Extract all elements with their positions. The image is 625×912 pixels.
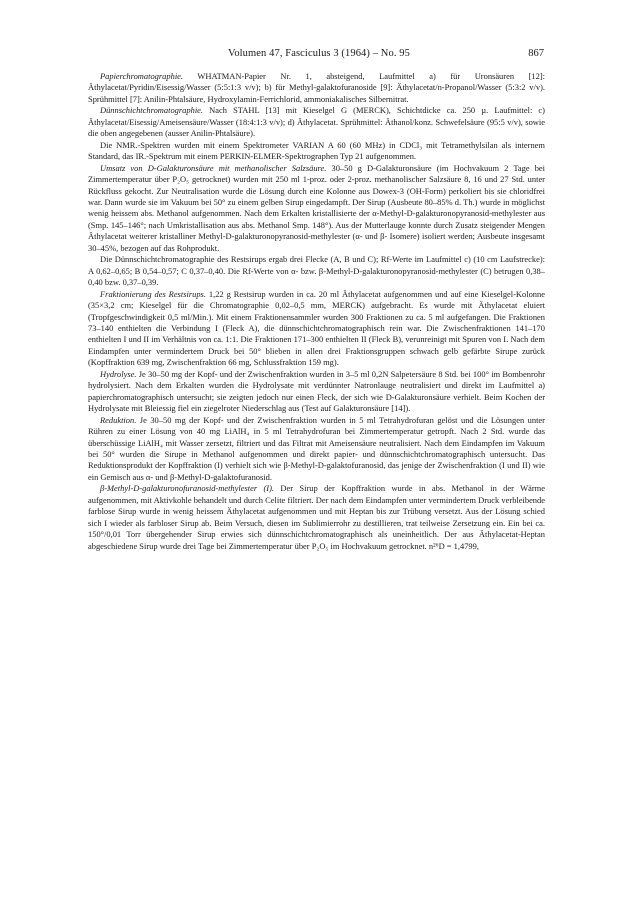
section-heading: Papierchromatographie. <box>100 71 184 81</box>
section-heading: Hydrolyse. <box>100 368 137 379</box>
article-body <box>88 71 545 552</box>
paragraph-text: Die Dünnschichtchromatographie des Restsirups ergab drei Flecke (A, B und C); Rf-Werte im Laufmittel c) (10 cm Laufstrecke): A 0,62–0,65; B 0,54–0,57; C 0,37–0,40. Die Rf-Werte von α- bzw. β-Methyl-D-galakturonopyranosid-methylester (C) betrugen 0,38–0,40 bzw. 0,37–0,39. <box>88 254 545 288</box>
paragraph-duennschicht <box>88 105 545 139</box>
paragraph-text: Je 30–50 mg der Kopf- und der Zwischenfraktion wurden in 5 ml Tetrahydrofuran gelöst und die Lösungen unter Rühren zu einer Lösung von 40 mg LiAlH₄ in 5 ml Tetrahydrofuran bei Zimmertemperatur getropft. Nach 2 Std. wurde das überschüssige LiAlH₄ mit Wasser zersetzt, filtriert und das Filtrat mit Ameisensäure neutralisiert. Nach dem Eindampfen im Vakuum bei 50° wurden die Sirupe in Methanol aufgenommen und direkt papier- und dünnschichtchromatographisch untersucht. Das Reduktionsprodukt der Kopffraktion (I) verhielt sich wie β-Methyl-D-galaktofuranosid, das jenige der Zwischenfraktion (I und II) wie ein Gemisch aus α- und β-Methyl-D-galaktofuranosid. <box>88 414 545 482</box>
paragraph-spektren <box>88 140 545 163</box>
paragraph-papierchromatographie <box>88 71 545 105</box>
section-heading: β-Methyl-D-galakturonofuranosid-methylester (I). <box>100 483 275 494</box>
paragraph-text: Der Sirup der Kopffraktion wurde in abs. Methanol in der Wärme aufgenommen, mit Aktivkohle behandelt und durch Celite filtriert. Der nach dem Eindampfen unter vermindertem Druck verbleibende farblose Sirup wurde in wenig heissem Äthylacetat aufgenommen und mit Heptan bis zur Trübung versetzt. Aus der Lösung schied sich I wieder als farbloser Sirup ab. Beim Versuch, diesen im Sublimierrohr zu destillieren, trat teilweise Zersetzung ein. Ein bei ca. 150°/0,01 Torr übergehender Sirup erwies sich dünnschichtchromatographisch als uneinheitlich. Der aus Äthylacetat-Heptan abgeschiedene Sirup wurde drei Tage bei Zimmertemperatur über P₂O₅ im Hochvakuum getrocknet. n²⁶D = 1,4799, <box>88 483 545 551</box>
paragraph-hydrolyse <box>88 369 545 415</box>
paragraph-methylester <box>88 483 545 552</box>
paragraph-rf-werte <box>88 254 545 288</box>
section-heading: Umsatz von D-Galakturonsäure mit methanolischer Salzsäure. <box>100 162 327 173</box>
paragraph-text: Je 30–50 mg der Kopf- und der Zwischenfraktion wurden in 3–5 ml 0,2N Salpetersäure 8 Std. bei 100° im Bombenrohr hydrolysiert. Nach dem Erkalten wurden die Hydrolysate mit verdünnter Natronlauge neutralisiert und direkt im Laufmittel a) papierchromatographisch untersucht; sie zeigten jedoch nur einen Fleck, der sich wie D-Galakturonsäure verhielt. Beim Kochen der Hydrolysate mit Bleiessig fiel ein ziegelroter Niederschlag aus (Test auf Galakturonsäure [14]). <box>88 368 545 414</box>
page-number: 867 <box>528 48 544 59</box>
paragraph-text: 30–50 g D-Galakturonsäure (im Hochvakuum 2 Tage bei Zimmertemperatur über P₂O₅ getrocknet) wurden mit 250 ml 1-proz. oder 2-proz. methanolischer Salzsäure 8, 16 und 27 Std. unter Rückfluss gekocht. Zur Neutralisation wurde die Lösung durch eine Kolonne aus Dowex-3 (OH-Form) perkoliert bis sie chloridfrei war. Dann wurde sie im Vakuum bei 50° zu einem gelben Sirup eingedampft. Der Sirup (Ausbeute 80–85% d. Th.) wurde in möglichst wenig heissem abs. Methanol aufgenommen. Nach dem Erkalten kristallisierte der α-Methyl-D-galakturonopyranosid-methylester aus (Smp. 145–146°; nach Umkristallisation aus abs. Methanol Smp. 148°). Aus der Mutterlauge konnte durch Zusatz steigender Mengen Äthylacetat weiterer kristalliner Methyl-D-galakturonopyranosid-methylester (α- und β- Isomere) isoliert werden; Ausbeute insgesamt 30–45%, bezogen auf das Rohprodukt. <box>88 162 546 253</box>
paragraph-fraktionierung <box>88 289 545 369</box>
section-heading: Reduktion. <box>100 414 137 425</box>
running-title: Volumen 47, Fasciculus 3 (1964) – No. 95 <box>227 48 410 59</box>
paragraph-text: 1,22 g Restsirup wurden in ca. 20 ml Äthylacetat aufgenommen und auf eine Kieselgel-Kolonne (35×3,2 cm; Kieselgel für die Chromatographie 0,02–0,5 mm, MERCK) aufgebracht. Es wurde mit Äthylacetat eluiert (Tropfgeschwindigkeit 0,5 ml/Min.). Mit einem Fraktionensammler wurden 300 Fraktionen zu ca. 5 ml aufgefangen. Die Fraktionen 73–140 enthielten die Verbindung I (Fleck A), die dünnschichtchromatographisch rein war. Die Zwischenfraktionen 141–170 enthielten I und II im Verhältnis von ca. 1:1. Die Fraktionen 171–300 enthielten II (Fleck B), verunreinigt mit Spuren von I. Nach dem Eindampfen unter vermindertem Druck bei 50° blieben in allen drei Fraktionsgruppen schwach gelb gefärbte Sirupe zurück (Kopffraktion 639 mg, Zwischenfraktion 66 mg, Schlussfraktion 159 mg). <box>88 288 545 368</box>
page-header <box>94 47 544 61</box>
paragraph-reduktion <box>88 415 545 484</box>
paragraph-text: WHATMAN-Papier Nr. 1, absteigend, Laufmittel a) für Uronsäuren [12]: Äthylacetat/Pyridin/Eisessig/Wasser (5:5:1:3 v/v); b) für Methyl-galaktofuranoside [9]: Äthylacetat/n-Propanol/Wasser (5:3:2 v/v). Sprühmittel [7]: Anilin-Phtalsäure, Hydroxylamin-Ferrichlorid, ammoniakalisches Silbernitrat. <box>88 71 545 104</box>
section-heading: Dünnschichtchromatographie. <box>100 105 204 116</box>
paragraph-umsatz <box>88 163 545 255</box>
paragraph-text: Die NMR.-Spektren wurden mit einem Spektrometer VARIAN A 60 (60 MHz) in CDCl₃ mit Tetramethylsilan als internem Standard, das IR.-Spektrum mit einem PERKIN-ELMER-Spektrographen Typ 21 aufgenommen. <box>88 139 545 162</box>
section-heading: Fraktionierung des Restsirups. <box>100 288 206 299</box>
paragraph-text: Nach STAHL [13] mit Kieselgel G (MERCK), Schichtdicke ca. 250 µ. Laufmittel: c) Äthylacetat/Eisessig/Ameisensäure/Wasser (18:4:1:3 v/v); d) Äthylacetat. Sprühmittel: Äthanol/konz. Schwefelsäure (95:5 v/v), sowie die oben angegebenen (ausser Anilin-Phtalsäure). <box>88 105 545 139</box>
